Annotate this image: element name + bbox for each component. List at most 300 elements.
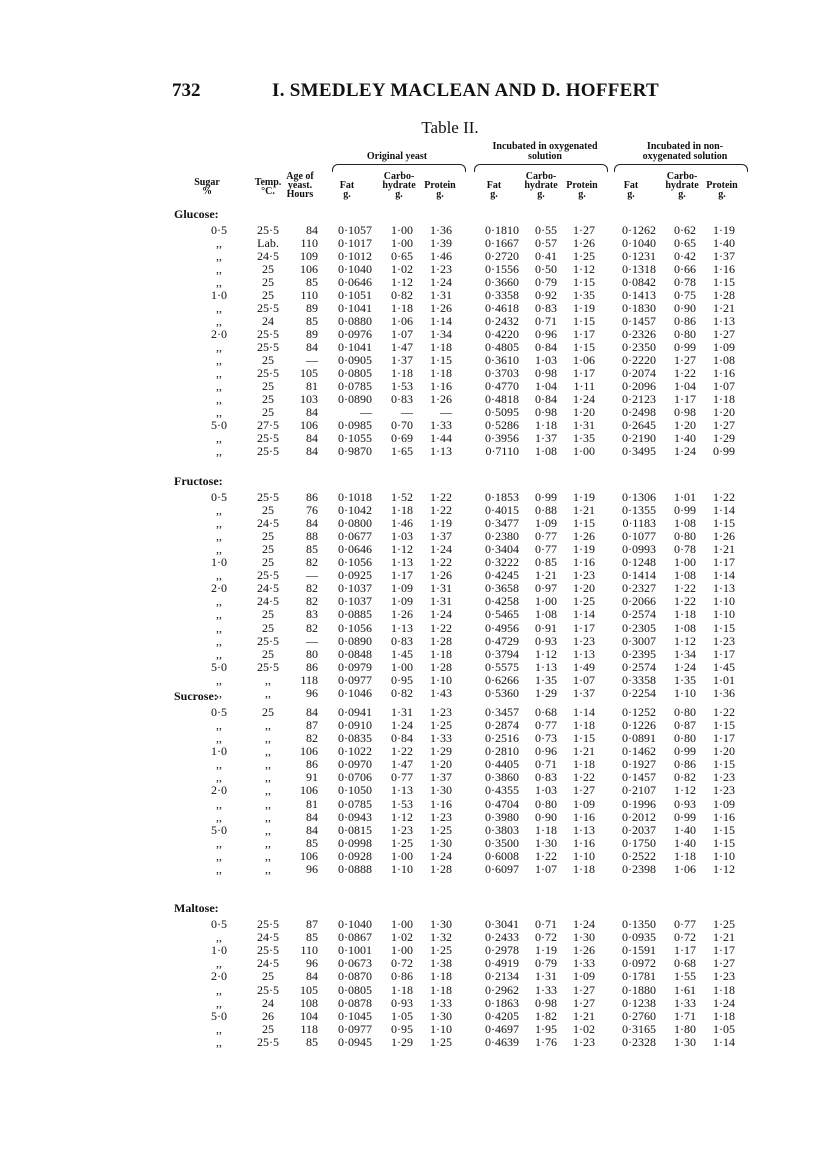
cell-carb: — xyxy=(401,405,413,419)
cell-nonoxy-protein: 1·15 xyxy=(713,835,735,850)
cell-oxy-carb: 0·83 xyxy=(535,770,557,785)
cell-nonoxy-protein: 1·07 xyxy=(713,379,735,393)
cell-nonoxy-carb: 1·08 xyxy=(674,620,696,635)
cell-carb: 1·13 xyxy=(391,620,413,635)
cell-temp: ,, xyxy=(265,672,271,687)
section-label: Sucrose: xyxy=(174,689,218,703)
cell-fat: 0·1022 xyxy=(338,744,372,759)
cell-nonoxy-carb: 1·71 xyxy=(674,1008,696,1023)
cell-sugar: ,, xyxy=(216,314,222,328)
cell-protein: 1·28 xyxy=(430,633,452,648)
cell-oxy-protein: 1·26 xyxy=(573,236,595,250)
cell-sugar: ,, xyxy=(216,620,222,635)
cell-oxy-fat: 0·4770 xyxy=(485,379,519,393)
cell-protein: — xyxy=(440,405,452,419)
cell-oxy-carb: 0·71 xyxy=(535,757,557,772)
cell-oxy-carb: 1·18 xyxy=(535,822,557,837)
cell-age: 85 xyxy=(306,1034,318,1049)
cell-protein: 1·15 xyxy=(430,353,452,367)
cell-oxy-protein: 1·22 xyxy=(573,770,595,785)
cell-nonoxy-protein: 1·18 xyxy=(713,392,735,406)
cell-carb: 0·65 xyxy=(391,249,413,263)
column-header-carb: Carbo- hydrate g. xyxy=(382,171,416,200)
column-header-carb: Carbo- hydrate g. xyxy=(524,171,558,200)
cell-age: — xyxy=(306,568,318,583)
cell-nonoxy-carb: 1·08 xyxy=(674,516,696,531)
table-row xyxy=(0,504,816,517)
cell-protein: 1·23 xyxy=(430,262,452,276)
cell-oxy-protein: 1·21 xyxy=(573,1008,595,1023)
cell-oxy-fat: 0·5360 xyxy=(485,685,519,700)
cell-age: 82 xyxy=(306,731,318,746)
cell-nonoxy-fat: 0·3495 xyxy=(622,444,656,458)
cell-temp: 25·5 xyxy=(257,1034,279,1049)
section-label: Maltose: xyxy=(174,901,219,915)
cell-nonoxy-protein: 1·17 xyxy=(713,646,735,661)
cell-nonoxy-fat: 0·1183 xyxy=(622,516,656,531)
cell-oxy-carb: 1·07 xyxy=(535,861,557,876)
cell-oxy-protein: 1·15 xyxy=(573,340,595,354)
cell-fat: 0·0928 xyxy=(338,848,372,863)
cell-sugar: ,, xyxy=(216,529,222,544)
cell-oxy-carb: 0·57 xyxy=(535,236,557,250)
cell-carb: 1·31 xyxy=(391,705,413,719)
cell-nonoxy-carb: 0·90 xyxy=(674,301,696,315)
cell-protein: 1·18 xyxy=(430,969,452,984)
table-row xyxy=(0,732,816,745)
cell-temp: 25·5 xyxy=(257,490,279,504)
cell-age: 110 xyxy=(300,943,318,958)
cell-nonoxy-protein: 1·24 xyxy=(713,995,735,1010)
cell-oxy-protein: 1·27 xyxy=(573,995,595,1010)
cell-protein: 1·31 xyxy=(430,581,452,596)
cell-sugar: ,, xyxy=(216,262,222,276)
cell-temp: 24·5 xyxy=(257,581,279,596)
table-row xyxy=(0,850,816,863)
cell-fat: 0·0880 xyxy=(338,314,372,328)
cell-nonoxy-carb: 1·04 xyxy=(674,379,696,393)
cell-oxy-fat: 0·4015 xyxy=(485,503,519,518)
cell-nonoxy-carb: 1·08 xyxy=(674,568,696,583)
cell-temp: 25·5 xyxy=(257,366,279,380)
cell-nonoxy-fat: 0·1318 xyxy=(622,262,656,276)
cell-oxy-carb: 1·09 xyxy=(535,516,557,531)
cell-sugar: 5·0 xyxy=(211,418,227,432)
cell-fat: 0·1037 xyxy=(338,594,372,609)
cell-oxy-fat: 0·5286 xyxy=(485,418,519,432)
cell-nonoxy-protein: 1·13 xyxy=(713,314,735,328)
cell-age: — xyxy=(306,633,318,648)
cell-oxy-protein: 1·18 xyxy=(573,757,595,772)
cell-nonoxy-protein: 1·22 xyxy=(713,490,735,504)
column-header-fat: Fat g. xyxy=(486,180,502,200)
cell-fat: 0·1057 xyxy=(338,223,372,237)
cell-sugar: ,, xyxy=(216,542,222,557)
cell-sugar: 2·0 xyxy=(211,969,227,984)
cell-fat: 0·0890 xyxy=(338,633,372,648)
cell-fat: 0·0800 xyxy=(338,516,372,531)
cell-age: 80 xyxy=(306,646,318,661)
cell-nonoxy-fat: 0·1226 xyxy=(622,718,656,733)
cell-age: 84 xyxy=(306,444,318,458)
column-header-age: Age of yeast. Hours xyxy=(286,171,314,200)
cell-carb: 1·13 xyxy=(391,555,413,570)
cell-sugar: ,, xyxy=(216,301,222,315)
cell-temp: 24·5 xyxy=(257,956,279,971)
cell-oxy-fat: 0·4956 xyxy=(485,620,519,635)
cell-oxy-carb: 0·77 xyxy=(535,542,557,557)
cell-nonoxy-protein: 1·14 xyxy=(713,503,735,518)
cell-protein: 1·38 xyxy=(430,956,452,971)
cell-fat: 0·0835 xyxy=(338,731,372,746)
cell-fat: 0·0870 xyxy=(338,969,372,984)
cell-nonoxy-protein: 1·09 xyxy=(713,796,735,811)
cell-nonoxy-carb: 1·01 xyxy=(674,490,696,504)
cell-nonoxy-carb: 0·42 xyxy=(674,249,696,263)
table-row xyxy=(0,944,816,957)
cell-fat: 0·0977 xyxy=(338,672,372,687)
cell-oxy-fat: 0·1810 xyxy=(485,223,519,237)
cell-oxy-carb: 0·88 xyxy=(535,503,557,518)
cell-carb: 1·06 xyxy=(391,314,413,328)
cell-oxy-fat: 0·3457 xyxy=(485,705,519,719)
cell-protein: 1·43 xyxy=(430,685,452,700)
cell-oxy-fat: 0·4805 xyxy=(485,340,519,354)
table-row xyxy=(0,635,816,648)
cell-nonoxy-protein: 1·27 xyxy=(713,327,735,341)
cell-nonoxy-protein: 1·27 xyxy=(713,956,735,971)
cell-age: 86 xyxy=(306,757,318,772)
cell-oxy-protein: 1·09 xyxy=(573,796,595,811)
cell-temp: ,, xyxy=(265,744,271,759)
cell-sugar: ,, xyxy=(216,685,222,700)
cell-sugar: 1·0 xyxy=(211,555,227,570)
cell-age: 85 xyxy=(306,835,318,850)
cell-fat: 0·0976 xyxy=(338,327,372,341)
cell-carb: 0·72 xyxy=(391,956,413,971)
cell-oxy-protein: 1·12 xyxy=(573,262,595,276)
cell-carb: 0·95 xyxy=(391,672,413,687)
cell-nonoxy-carb: 0·82 xyxy=(674,770,696,785)
cell-oxy-protein: 1·49 xyxy=(573,659,595,674)
cell-age: 89 xyxy=(306,327,318,341)
cell-temp: 25 xyxy=(262,620,274,635)
cell-oxy-fat: 0·4245 xyxy=(485,568,519,583)
cell-age: 82 xyxy=(306,581,318,596)
cell-oxy-carb: 1·95 xyxy=(535,1021,557,1036)
cell-age: 106 xyxy=(300,783,318,798)
cell-age: 84 xyxy=(306,822,318,837)
cell-carb: 1·13 xyxy=(391,783,413,798)
cell-nonoxy-protein: 1·19 xyxy=(713,223,735,237)
cell-nonoxy-protein: 1·27 xyxy=(713,418,735,432)
cell-nonoxy-protein: 1·23 xyxy=(713,770,735,785)
cell-nonoxy-carb: 1·34 xyxy=(674,646,696,661)
cell-oxy-fat: 0·4355 xyxy=(485,783,519,798)
cell-temp: 25 xyxy=(262,555,274,570)
cell-nonoxy-fat: 0·1413 xyxy=(622,288,656,302)
table-row xyxy=(0,811,816,824)
cell-nonoxy-carb: 0·99 xyxy=(674,744,696,759)
cell-nonoxy-carb: 0·86 xyxy=(674,757,696,772)
cell-age: 85 xyxy=(306,930,318,945)
cell-carb: 1·25 xyxy=(391,835,413,850)
cell-nonoxy-fat: 0·2498 xyxy=(622,405,656,419)
table-row xyxy=(0,957,816,970)
cell-nonoxy-protein: 1·14 xyxy=(713,1034,735,1049)
cell-oxy-protein: 1·37 xyxy=(573,685,595,700)
cell-fat: 0·1046 xyxy=(338,685,372,700)
cell-sugar: ,, xyxy=(216,516,222,531)
cell-oxy-carb: 1·31 xyxy=(535,969,557,984)
cell-protein: 1·25 xyxy=(430,943,452,958)
cell-nonoxy-protein: 1·01 xyxy=(713,672,735,687)
cell-temp: ,, xyxy=(265,861,271,876)
cell-sugar: ,, xyxy=(216,646,222,661)
cell-oxy-fat: 0·5095 xyxy=(485,405,519,419)
cell-carb: 1·12 xyxy=(391,809,413,824)
cell-protein: 1·25 xyxy=(430,822,452,837)
cell-nonoxy-fat: 0·1231 xyxy=(622,249,656,263)
cell-oxy-protein: 1·21 xyxy=(573,744,595,759)
cell-nonoxy-carb: 0·98 xyxy=(674,405,696,419)
cell-sugar: ,, xyxy=(216,353,222,367)
cell-oxy-fat: 0·4919 xyxy=(485,956,519,971)
cell-carb: 1·10 xyxy=(391,861,413,876)
cell-oxy-fat: 0·3500 xyxy=(485,835,519,850)
cell-nonoxy-carb: 0·68 xyxy=(674,956,696,971)
table-row xyxy=(0,824,816,837)
table-row xyxy=(0,556,816,569)
cell-protein: 1·30 xyxy=(430,835,452,850)
cell-protein: 1·19 xyxy=(430,516,452,531)
cell-temp: 25·5 xyxy=(257,982,279,997)
cell-temp: 25·5 xyxy=(257,327,279,341)
cell-oxy-carb: 1·22 xyxy=(535,848,557,863)
cell-protein: 1·33 xyxy=(430,731,452,746)
cell-oxy-fat: 0·2433 xyxy=(485,930,519,945)
cell-oxy-carb: 0·84 xyxy=(535,392,557,406)
cell-fat: 0·1012 xyxy=(338,249,372,263)
cell-age: 85 xyxy=(306,275,318,289)
cell-oxy-carb: 0·71 xyxy=(535,314,557,328)
cell-temp: 26 xyxy=(262,1008,274,1023)
cell-fat: 0·0885 xyxy=(338,607,372,622)
table-row xyxy=(0,445,816,458)
cell-sugar: ,, xyxy=(216,835,222,850)
column-header-carb: Carbo- hydrate g. xyxy=(665,171,699,200)
cell-carb: 1·26 xyxy=(391,607,413,622)
cell-nonoxy-protein: 1·21 xyxy=(713,301,735,315)
cell-protein: 1·24 xyxy=(430,542,452,557)
cell-carb: 1·00 xyxy=(391,848,413,863)
cell-fat: 0·0888 xyxy=(338,861,372,876)
cell-nonoxy-fat: 0·0935 xyxy=(622,930,656,945)
cell-fat: 0·0677 xyxy=(338,529,372,544)
cell-oxy-protein: 1·27 xyxy=(573,223,595,237)
cell-carb: 1·05 xyxy=(391,1008,413,1023)
cell-oxy-carb: 0·93 xyxy=(535,633,557,648)
cell-nonoxy-protein: 1·15 xyxy=(713,718,735,733)
cell-protein: 1·10 xyxy=(430,672,452,687)
cell-nonoxy-protein: 1·05 xyxy=(713,1021,735,1036)
cell-carb: 1·52 xyxy=(391,490,413,504)
cell-sugar: ,, xyxy=(216,366,222,380)
cell-carb: 1·29 xyxy=(391,1034,413,1049)
cell-nonoxy-protein: 1·21 xyxy=(713,930,735,945)
cell-oxy-fat: 0·6008 xyxy=(485,848,519,863)
cell-protein: 1·26 xyxy=(430,301,452,315)
cell-protein: 1·37 xyxy=(430,529,452,544)
cell-carb: 1·24 xyxy=(391,718,413,733)
cell-nonoxy-carb: 0·86 xyxy=(674,314,696,328)
cell-temp: ,, xyxy=(265,783,271,798)
column-header-temp: Temp. °C. xyxy=(254,177,282,197)
cell-protein: 1·31 xyxy=(430,288,452,302)
cell-protein: 1·18 xyxy=(430,982,452,997)
cell-nonoxy-protein: 1·37 xyxy=(713,249,735,263)
cell-carb: 1·18 xyxy=(391,301,413,315)
cell-carb: 0·86 xyxy=(391,969,413,984)
cell-carb: 1·45 xyxy=(391,646,413,661)
cell-nonoxy-fat: 0·2190 xyxy=(622,431,656,445)
cell-temp: 25 xyxy=(262,288,274,302)
cell-age: — xyxy=(306,353,318,367)
table-row xyxy=(0,661,816,674)
cell-fat: 0·1037 xyxy=(338,581,372,596)
cell-sugar: 0·5 xyxy=(211,490,227,504)
cell-sugar: ,, xyxy=(216,982,222,997)
cell-carb: 1·03 xyxy=(391,529,413,544)
cell-nonoxy-carb: 0·80 xyxy=(674,731,696,746)
cell-nonoxy-carb: 1·24 xyxy=(674,659,696,674)
cell-protein: 1·16 xyxy=(430,379,452,393)
cell-age: 110 xyxy=(300,288,318,302)
cell-oxy-carb: 0·73 xyxy=(535,731,557,746)
cell-fat: 0·9870 xyxy=(338,444,372,458)
cell-nonoxy-carb: 0·99 xyxy=(674,809,696,824)
cell-oxy-protein: 1·07 xyxy=(573,672,595,687)
table-row xyxy=(0,706,816,719)
cell-protein: 1·26 xyxy=(430,392,452,406)
cell-protein: 1·13 xyxy=(430,444,452,458)
cell-temp: 25 xyxy=(262,969,274,984)
cell-oxy-protein: 1·20 xyxy=(573,405,595,419)
table-row xyxy=(0,569,816,582)
cell-age: 82 xyxy=(306,594,318,609)
cell-protein: 1·25 xyxy=(430,1034,452,1049)
cell-nonoxy-carb: 0·72 xyxy=(674,930,696,945)
cell-carb: 1·18 xyxy=(391,982,413,997)
cell-sugar: ,, xyxy=(216,848,222,863)
cell-carb: 1·23 xyxy=(391,822,413,837)
cell-nonoxy-carb: 1·12 xyxy=(674,783,696,798)
cell-oxy-carb: 1·04 xyxy=(535,379,557,393)
cell-nonoxy-protein: 1·16 xyxy=(713,809,735,824)
cell-oxy-protein: 1·20 xyxy=(573,581,595,596)
cell-nonoxy-protein: 1·20 xyxy=(713,744,735,759)
cell-nonoxy-protein: 1·16 xyxy=(713,366,735,380)
cell-oxy-fat: 0·4220 xyxy=(485,327,519,341)
cell-nonoxy-fat: 0·1350 xyxy=(622,917,656,931)
cell-carb: 1·65 xyxy=(391,444,413,458)
cell-fat: 0·1050 xyxy=(338,783,372,798)
cell-oxy-fat: 0·4729 xyxy=(485,633,519,648)
cell-sugar: 5·0 xyxy=(211,1008,227,1023)
cell-oxy-fat: 0·6097 xyxy=(485,861,519,876)
cell-oxy-carb: 1·08 xyxy=(535,444,557,458)
cell-nonoxy-fat: 0·2326 xyxy=(622,327,656,341)
cell-sugar: 0·5 xyxy=(211,223,227,237)
cell-sugar: 0·5 xyxy=(211,917,227,931)
cell-nonoxy-fat: 0·2328 xyxy=(622,1034,656,1049)
cell-oxy-fat: 0·3980 xyxy=(485,809,519,824)
cell-protein: 1·44 xyxy=(430,431,452,445)
cell-oxy-fat: 0·3703 xyxy=(485,366,519,380)
cell-sugar: ,, xyxy=(216,503,222,518)
cell-oxy-carb: 0·92 xyxy=(535,288,557,302)
cell-nonoxy-protein: 1·15 xyxy=(713,620,735,635)
cell-nonoxy-fat: 0·1262 xyxy=(622,223,656,237)
cell-oxy-carb: 0·96 xyxy=(535,327,557,341)
table-row xyxy=(0,745,816,758)
cell-sugar: ,, xyxy=(216,770,222,785)
cell-temp: 25 xyxy=(262,1021,274,1036)
cell-oxy-protein: 1·19 xyxy=(573,301,595,315)
cell-fat: 0·1055 xyxy=(338,431,372,445)
cell-nonoxy-carb: 1·06 xyxy=(674,861,696,876)
cell-oxy-protein: 1·33 xyxy=(573,956,595,971)
cell-nonoxy-carb: 0·78 xyxy=(674,275,696,289)
table-row xyxy=(0,771,816,784)
cell-protein: 1·33 xyxy=(430,418,452,432)
cell-carb: 1·12 xyxy=(391,275,413,289)
cell-fat: 0·1041 xyxy=(338,340,372,354)
cell-nonoxy-carb: 1·27 xyxy=(674,353,696,367)
cell-protein: 1·20 xyxy=(430,757,452,772)
cell-carb: 1·09 xyxy=(391,581,413,596)
table-row xyxy=(0,674,816,687)
cell-age: 96 xyxy=(306,956,318,971)
table-row xyxy=(0,517,816,530)
cell-oxy-protein: 1·10 xyxy=(573,848,595,863)
cell-oxy-carb: 0·98 xyxy=(535,405,557,419)
cell-carb: 1·47 xyxy=(391,340,413,354)
cell-fat: 0·0785 xyxy=(338,796,372,811)
table-row xyxy=(0,931,816,944)
cell-nonoxy-protein: 1·09 xyxy=(713,340,735,354)
cell-protein: 1·29 xyxy=(430,744,452,759)
cell-age: 84 xyxy=(306,223,318,237)
cell-oxy-carb: 1·19 xyxy=(535,943,557,958)
cell-oxy-protein: 1·18 xyxy=(573,861,595,876)
cell-temp: 25·5 xyxy=(257,917,279,931)
cell-age: 96 xyxy=(306,685,318,700)
cell-oxy-carb: 0·55 xyxy=(535,223,557,237)
cell-oxy-protein: 1·11 xyxy=(573,379,595,393)
cell-fat: 0·0805 xyxy=(338,982,372,997)
cell-nonoxy-protein: 1·28 xyxy=(713,288,735,302)
cell-oxy-fat: 0·3610 xyxy=(485,353,519,367)
cell-age: 84 xyxy=(306,705,318,719)
cell-temp: 25·5 xyxy=(257,301,279,315)
cell-sugar: ,, xyxy=(216,718,222,733)
cell-nonoxy-protein: 1·25 xyxy=(713,917,735,931)
cell-carb: 0·70 xyxy=(391,418,413,432)
cell-sugar: ,, xyxy=(216,607,222,622)
cell-age: 84 xyxy=(306,431,318,445)
table-row xyxy=(0,798,816,811)
